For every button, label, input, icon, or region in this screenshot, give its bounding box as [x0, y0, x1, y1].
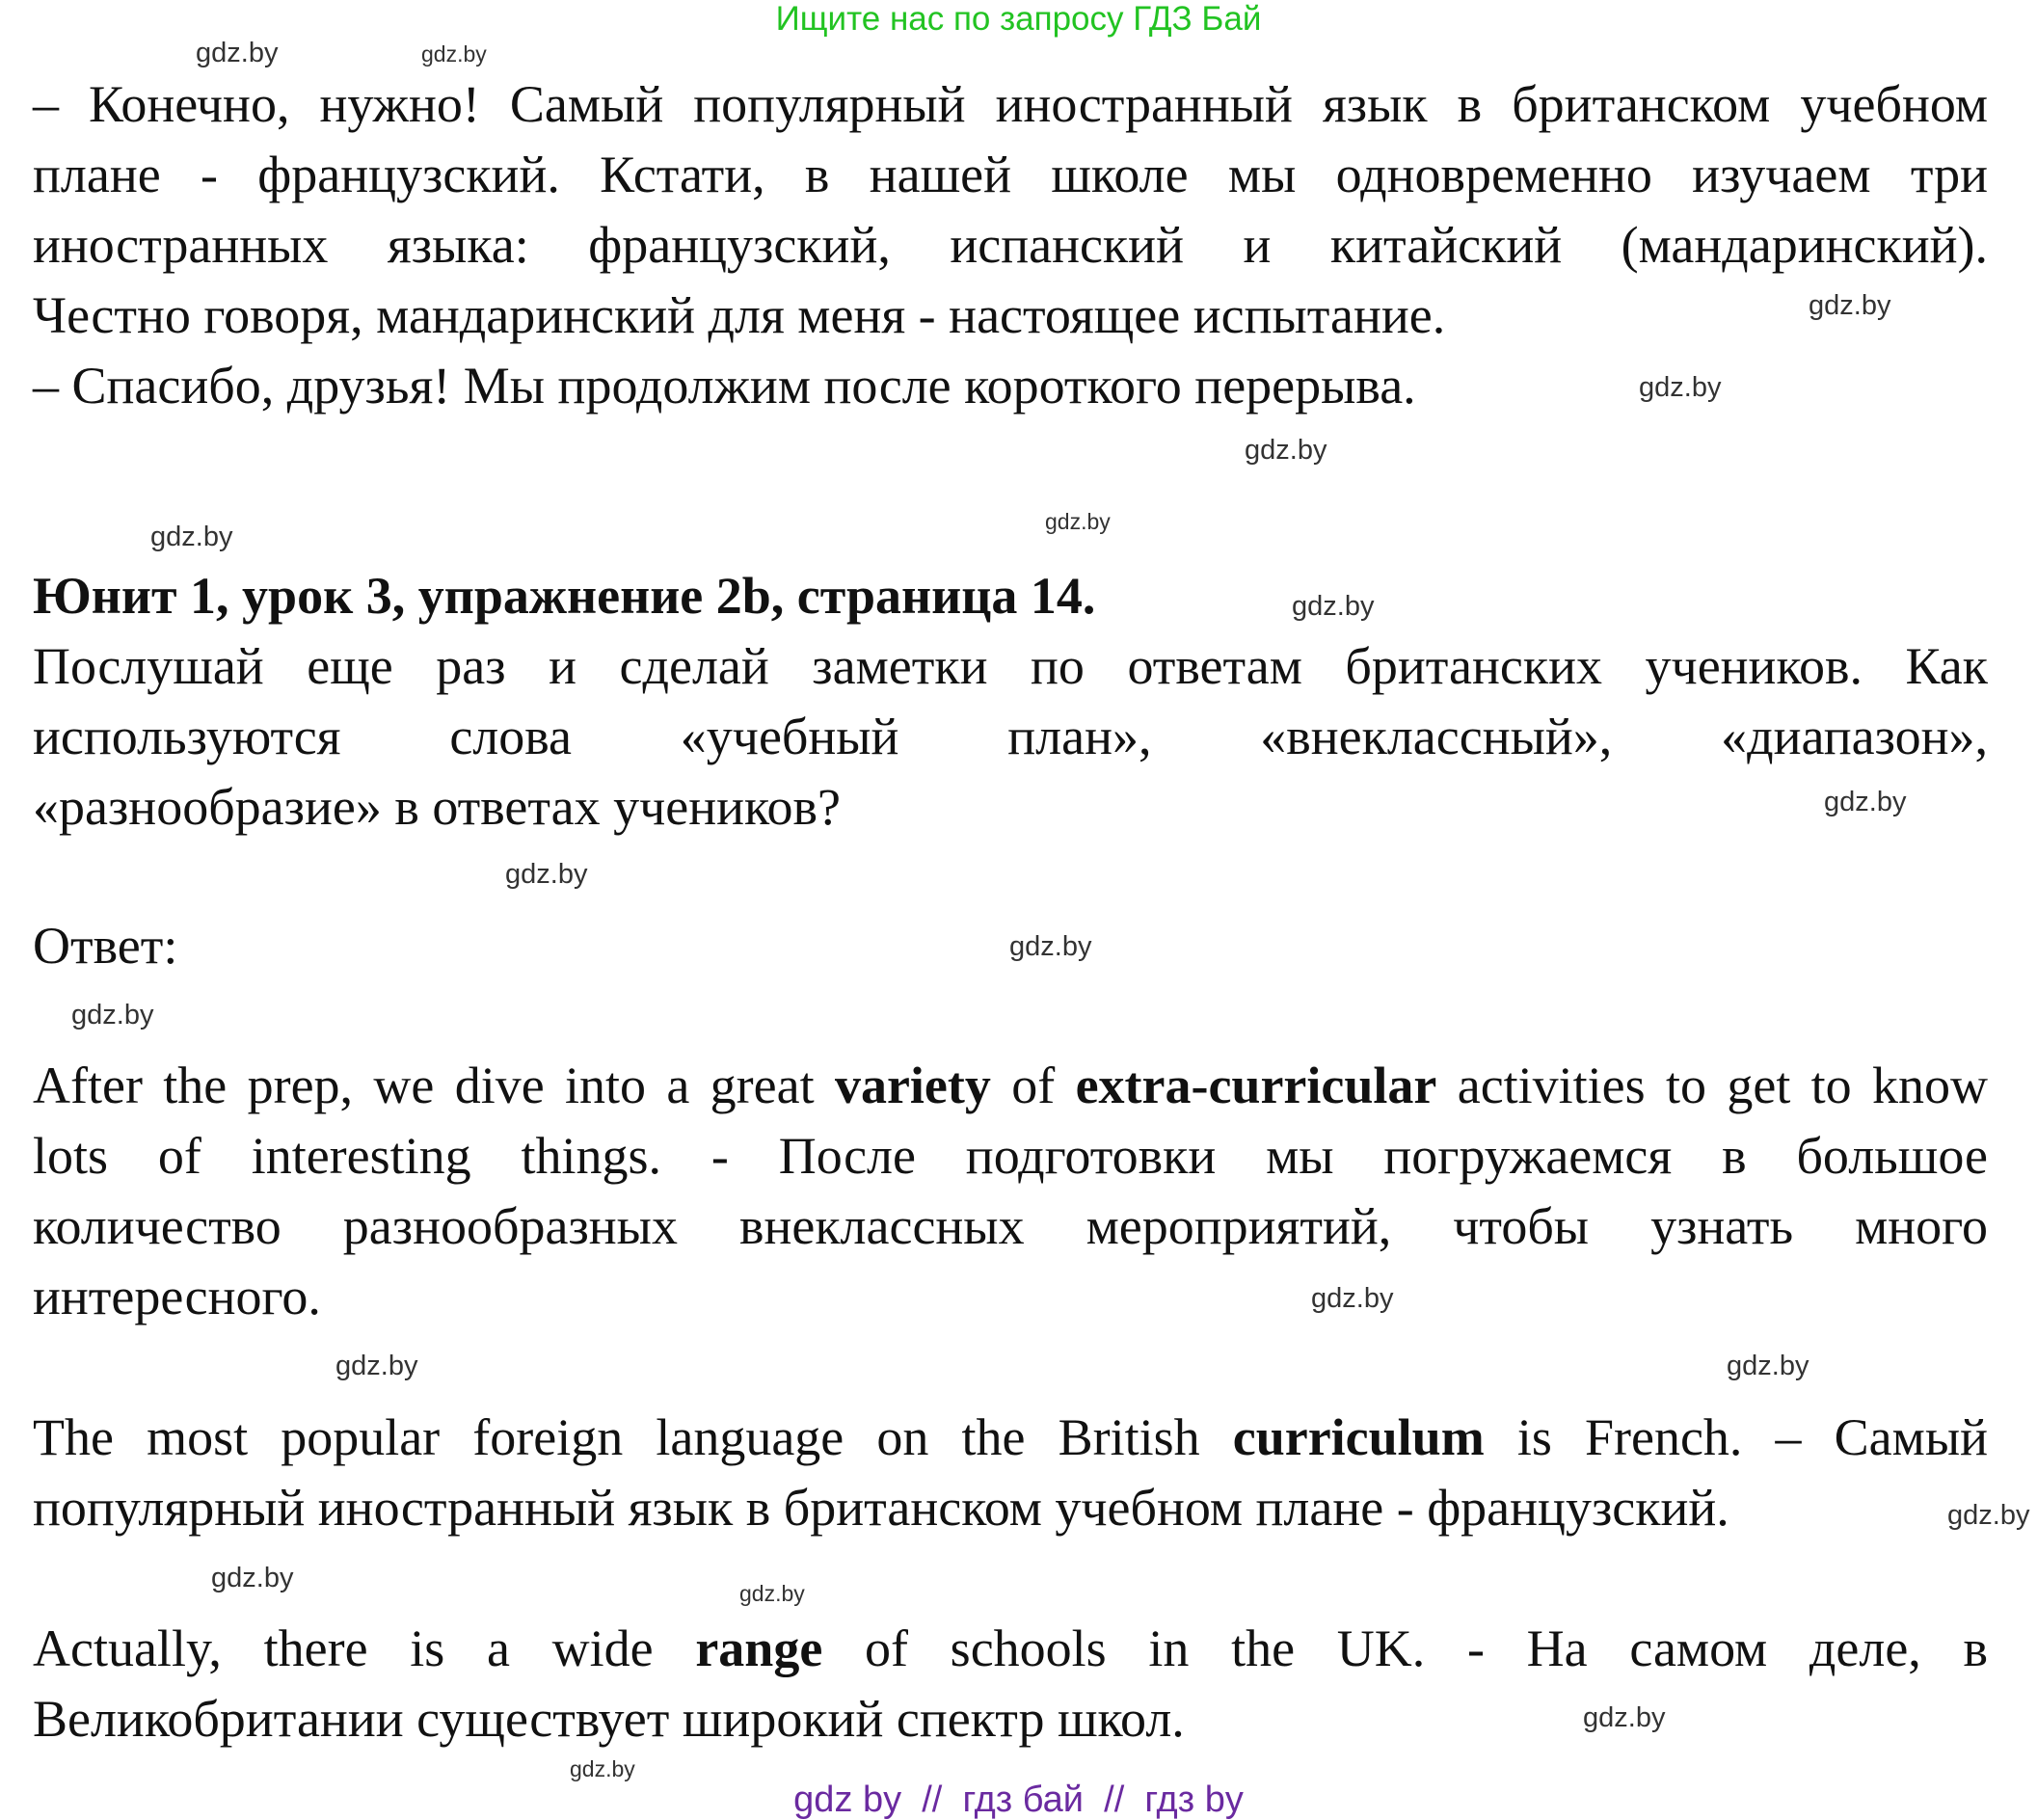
watermark: gdz.by	[1245, 435, 1327, 466]
task-line: используются слова «учебный план», «внеклассный», «диапазон»,	[33, 708, 1988, 765]
text-line: интересного.	[33, 1268, 321, 1325]
answer-paragraph-2	[33, 1403, 1988, 1543]
text: is French. – Самый	[1484, 1408, 1988, 1466]
text: The most popular foreign language on the British	[33, 1408, 1233, 1466]
keyword-variety: variety	[834, 1057, 991, 1114]
text-line: иностранных языка: французский, испанский и китайский (мандаринский).	[33, 216, 1988, 274]
watermark: gdz.by	[211, 1563, 294, 1593]
watermark: gdz.by	[1947, 1500, 2030, 1531]
text-line: количество разнообразных внеклассных мероприятий, чтобы узнать много	[33, 1197, 1988, 1255]
watermark: gdz.by	[1639, 372, 1722, 403]
text: of	[990, 1057, 1076, 1114]
footer-links: gdz by // гдз бай // гдз by	[793, 1780, 1244, 1820]
text-line: популярный иностранный язык в британском учебном плане - французский.	[33, 1479, 1729, 1537]
watermark: gdz.by	[1809, 290, 1891, 321]
text-line: lots of interesting things. - После подготовки мы погружаемся в большое	[33, 1127, 1988, 1185]
watermark: gdz.by	[1292, 591, 1375, 622]
text: After the prep, we dive into a great	[33, 1057, 835, 1114]
exercise-heading: Юнит 1, урок 3, упражнение 2b, страница 14.	[33, 567, 1096, 625]
text-line: – Спасибо, друзья! Мы продолжим после короткого перерыва.	[33, 357, 1416, 415]
text: Actually, there is a wide	[33, 1619, 696, 1677]
watermark: gdz.by	[1824, 787, 1907, 817]
search-banner: Ищите нас по запросу ГДЗ Бай	[775, 0, 1262, 38]
text-line: плане - французский. Кстати, в нашей школе мы одновременно изучаем три	[33, 146, 1988, 203]
watermark: gdz.by	[150, 522, 233, 552]
answer-paragraph-3	[33, 1614, 1988, 1754]
text: activities to get to know	[1436, 1057, 1989, 1114]
text-line	[33, 1614, 1988, 1684]
watermark: gdz.by	[570, 1756, 635, 1781]
watermark: gdz.by	[1009, 931, 1092, 962]
watermark: gdz.by	[1311, 1283, 1394, 1314]
watermark: gdz.by	[421, 41, 487, 67]
text: of schools in the UK. - На самом деле, в	[822, 1619, 1988, 1677]
dialogue-paragraph	[33, 69, 1988, 421]
keyword-range: range	[695, 1619, 823, 1677]
watermark: gdz.by	[196, 38, 279, 68]
watermark: gdz.by	[739, 1581, 805, 1606]
answer-label: Ответ:	[33, 917, 178, 975]
answer-paragraph-1	[33, 1051, 1988, 1332]
text-line	[33, 1051, 1988, 1121]
task-line: «разнообразие» в ответах учеников?	[33, 778, 841, 836]
text-line	[33, 1403, 1988, 1473]
text-line: Честно говоря, мандаринский для меня - настоящее испытание.	[33, 286, 1446, 344]
watermark: gdz.by	[505, 859, 588, 890]
watermark: gdz.by	[1045, 509, 1111, 534]
exercise-heading-block	[33, 561, 1988, 843]
watermark: gdz.by	[71, 1000, 154, 1030]
task-line: Послушай еще раз и сделай заметки по ответам британских учеников. Как	[33, 637, 1988, 695]
watermark: gdz.by	[1583, 1702, 1666, 1733]
watermark: gdz.by	[1727, 1351, 1809, 1381]
text-line: Великобритании существует широкий спектр школ.	[33, 1690, 1185, 1748]
keyword-extra-curricular: extra-curricular	[1075, 1057, 1437, 1114]
text-line: – Конечно, нужно! Самый популярный иностранный язык в британском учебном	[33, 75, 1988, 133]
keyword-curriculum: curriculum	[1232, 1408, 1485, 1466]
watermark: gdz.by	[335, 1351, 418, 1381]
